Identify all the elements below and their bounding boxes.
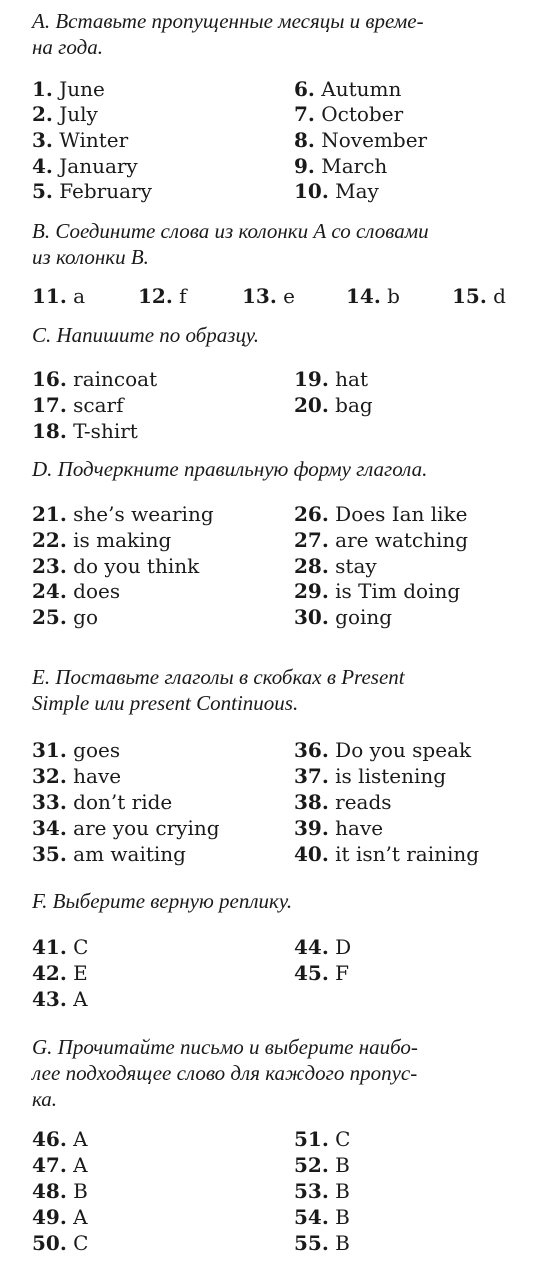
section-a-heading: A. Вставьте пропущенные месяцы и време- на года. — [32, 9, 424, 59]
answer-item: 28. stay — [294, 554, 377, 578]
answer-item: 25. go — [32, 605, 98, 629]
answer-item: 9. March — [294, 154, 388, 178]
section-f-heading: F. Выберите верную реплику. — [32, 889, 293, 913]
answer-item: 46. A — [32, 1127, 88, 1151]
answer-item: 20. bag — [294, 393, 373, 417]
answer-item: 21. she’s wearing — [32, 502, 214, 526]
answer-item: 6. Autumn — [294, 77, 402, 101]
answer-item: 22. is making — [32, 528, 172, 552]
answer-item: 55. B — [294, 1231, 350, 1255]
answer-item: 43. A — [32, 987, 88, 1011]
answer-item: 53. B — [294, 1179, 350, 1203]
answer-item: 54. B — [294, 1205, 350, 1229]
answer-item: 35. am waiting — [32, 842, 186, 866]
answer-item: 26. Does Ian like — [294, 502, 468, 526]
answer-item: 18. T-shirt — [32, 419, 138, 443]
section-e-heading: E. Поставьте глаголы в скобках в Present Simple или present Continuous. — [32, 665, 405, 715]
answer-item: 45. F — [294, 961, 350, 985]
answer-item: 7. October — [294, 102, 404, 126]
answer-item: 8. November — [294, 128, 428, 152]
answer-item: 39. have — [294, 816, 384, 840]
answer-item: 42. E — [32, 961, 88, 985]
answer-item: 47. A — [32, 1153, 88, 1177]
answer-item: 30. going — [294, 605, 393, 629]
answer-item: 11. a — [32, 284, 86, 308]
answer-item: 41. C — [32, 935, 89, 959]
answer-item: 50. C — [32, 1231, 89, 1255]
answer-item: 51. C — [294, 1127, 351, 1151]
answer-item: 36. Do you speak — [294, 738, 472, 762]
answer-item: 48. B — [32, 1179, 88, 1203]
answer-item: 16. raincoat — [32, 367, 158, 391]
answer-item: 1. June — [32, 77, 105, 101]
answer-item: 19. hat — [294, 367, 368, 391]
answer-item: 13. e — [242, 284, 295, 308]
answer-item: 23. do you think — [32, 554, 200, 578]
answer-item: 24. does — [32, 579, 121, 603]
answer-item: 29. is Tim doing — [294, 579, 461, 603]
answer-item: 40. it isn’t raining — [294, 842, 480, 866]
answer-item: 5. February — [32, 179, 152, 203]
answer-item: 32. have — [32, 764, 122, 788]
answer-item: 49. A — [32, 1205, 88, 1229]
section-c-heading: C. Напишите по образцу. — [32, 323, 259, 347]
section-g-heading: G. Прочитайте письмо и выберите наибо- лее подходящее слово для каждого пропус- ка. — [32, 1035, 418, 1111]
answer-item: 14. b — [346, 284, 400, 308]
answer-item: 33. don’t ride — [32, 790, 173, 814]
answer-item: 37. is listening — [294, 764, 447, 788]
answer-item: 17. scarf — [32, 393, 124, 417]
answer-item: 10. May — [294, 179, 379, 203]
answer-item: 15. d — [452, 284, 506, 308]
answer-item: 38. reads — [294, 790, 392, 814]
section-b-heading: B. Соедините слова из колонки А со словами из колонки В. — [32, 219, 429, 269]
answer-item: 4. January — [32, 154, 138, 178]
answer-item: 3. Winter — [32, 128, 129, 152]
answer-item: 31. goes — [32, 738, 121, 762]
answer-item: 2. July — [32, 102, 98, 126]
answer-item: 44. D — [294, 935, 352, 959]
answer-item: 12. f — [138, 284, 187, 308]
section-d-heading: D. Подчеркните правильную форму глагола. — [32, 457, 428, 481]
answer-item: 34. are you crying — [32, 816, 220, 840]
answer-item: 52. B — [294, 1153, 350, 1177]
answer-item: 27. are watching — [294, 528, 469, 552]
